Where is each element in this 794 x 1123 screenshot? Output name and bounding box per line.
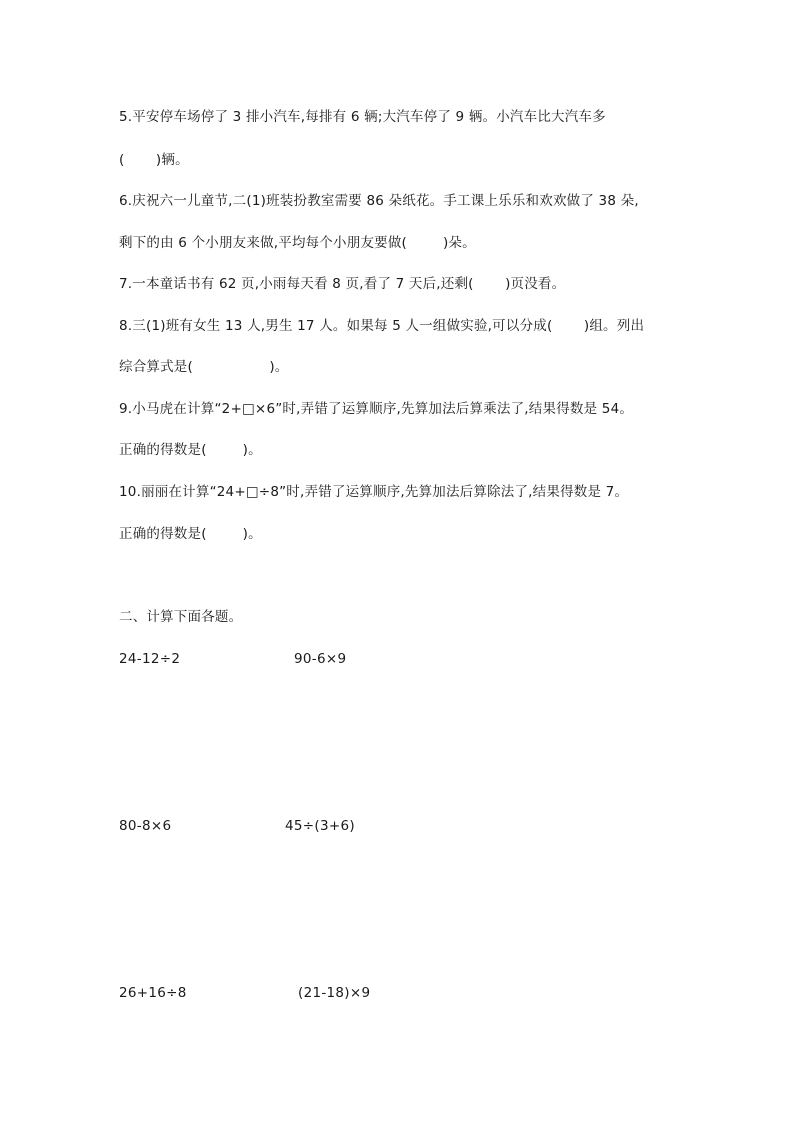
question-9-line-1: 9.小马虎在计算“2+□×6”时,弄错了运算顺序,先算加法后算乘法了,结果得数是 54。 — [119, 401, 634, 417]
calc-1-right: 90-6×9 — [294, 651, 347, 667]
section-2-heading: 二、计算下面各题。 — [119, 609, 243, 625]
calc-2-right: 45÷(3+6) — [285, 818, 355, 834]
question-10-line-1: 10.丽丽在计算“24+□÷8”时,弄错了运算顺序,先算加法后算除法了,结果得数是 7。 — [119, 484, 629, 500]
calc-3-left: 26+16÷8 — [119, 985, 187, 1001]
question-8-line-1: 8.三(1)班有女生 13 人,男生 17 人。如果每 5 人一组做实验,可以分成( )组。列出 — [119, 318, 645, 334]
calc-1-left: 24-12÷2 — [119, 651, 181, 667]
question-6-line-1: 6.庆祝六一儿童节,二(1)班装扮教室需要 86 朵纸花。手工课上乐乐和欢欢做了 38 朵, — [119, 193, 639, 209]
question-10-line-2: 正确的得数是( )。 — [119, 526, 262, 542]
calc-3-right: (21-18)×9 — [298, 985, 371, 1001]
question-6-line-2: 剩下的由 6 个小朋友来做,平均每个小朋友要做( )朵。 — [119, 235, 476, 251]
question-7: 7.一本童话书有 62 页,小雨每天看 8 页,看了 7 天后,还剩( )页没看。 — [119, 276, 566, 292]
question-5-line-1: 5.平安停车场停了 3 排小汽车,每排有 6 辆;大汽车停了 9 辆。小汽车比大汽车多 — [119, 109, 606, 125]
question-9-line-2: 正确的得数是( )。 — [119, 442, 262, 458]
calc-2-left: 80-8×6 — [119, 818, 172, 834]
question-8-line-2: 综合算式是( )。 — [119, 359, 289, 375]
question-5-line-2: ( )辆。 — [119, 152, 189, 168]
